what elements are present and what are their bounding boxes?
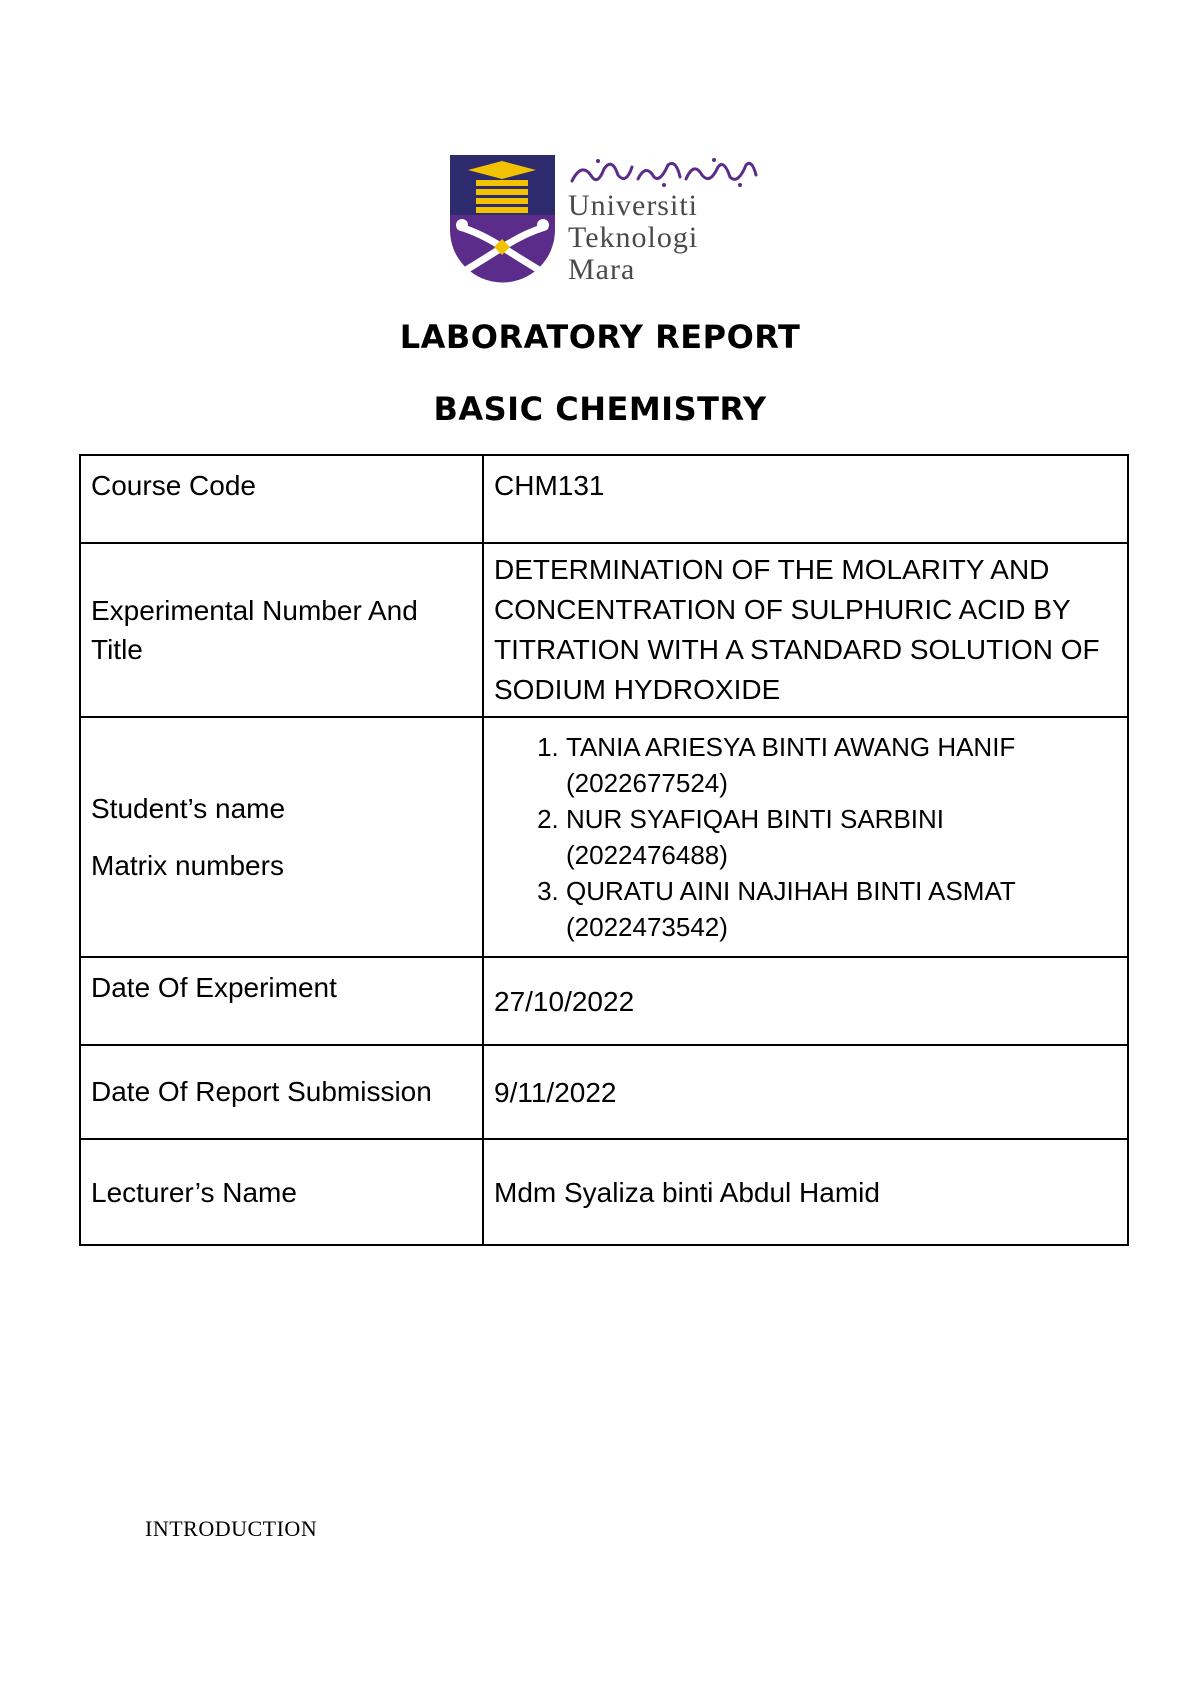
table-row xyxy=(80,1045,1128,1139)
table-row xyxy=(80,455,1128,543)
uitm-shield-icon xyxy=(450,155,555,285)
course-code-value: CHM131 xyxy=(483,455,1128,543)
students-list xyxy=(494,729,1117,945)
list-item xyxy=(566,801,1117,873)
university-logo xyxy=(450,155,760,285)
report-title: LABORATORY REPORT xyxy=(399,318,801,356)
table-row xyxy=(80,1139,1128,1245)
experiment-label: Experimental Number And Title xyxy=(80,543,483,717)
report-info-table xyxy=(79,454,1129,1246)
student-matrix-number: (2022476488) xyxy=(566,840,728,870)
students-list-cell xyxy=(483,717,1128,957)
student-matrix-number: (2022677524) xyxy=(566,768,728,798)
student-name: NUR SYAFIQAH BINTI SARBINI xyxy=(566,804,945,834)
table-row xyxy=(80,717,1128,957)
logo-word-mara: Mara xyxy=(568,253,636,286)
date-experiment-label: Date Of Experiment xyxy=(80,957,483,1045)
lecturer-value: Mdm Syaliza binti Abdul Hamid xyxy=(483,1139,1128,1245)
logo-arabic-text xyxy=(568,155,760,189)
list-item xyxy=(566,873,1117,945)
course-code-label: Course Code xyxy=(80,455,483,543)
table-row xyxy=(80,957,1128,1045)
table-row xyxy=(80,543,1128,717)
report-subtitle: BASIC CHEMISTRY xyxy=(433,390,767,428)
logo-word-teknologi: Teknologi xyxy=(568,221,699,254)
introduction-heading: INTRODUCTION xyxy=(145,1516,318,1541)
student-name: TANIA ARIESYA BINTI AWANG HANIF xyxy=(566,732,1016,762)
students-label: Student’s name xyxy=(91,793,286,824)
students-label-cell xyxy=(80,717,483,957)
lecturer-label: Lecturer’s Name xyxy=(80,1139,483,1245)
experiment-title-value: DETERMINATION OF THE MOLARITY AND CONCENTRATION OF SULPHURIC ACID BY TITRATION WITH A STANDARD SOLUTION OF SODIUM HYDROXIDE xyxy=(483,543,1128,717)
student-name: QURATU AINI NAJIHAH BINTI ASMAT xyxy=(566,876,1016,906)
logo-word-universiti: Universiti xyxy=(568,189,698,222)
date-experiment-value: 27/10/2022 xyxy=(483,957,1128,1045)
matrix-label: Matrix numbers xyxy=(91,850,284,881)
date-submission-value: 9/11/2022 xyxy=(483,1045,1128,1139)
date-submission-label: Date Of Report Submission xyxy=(80,1045,483,1139)
student-matrix-number: (2022473542) xyxy=(566,912,728,942)
list-item xyxy=(566,729,1117,801)
